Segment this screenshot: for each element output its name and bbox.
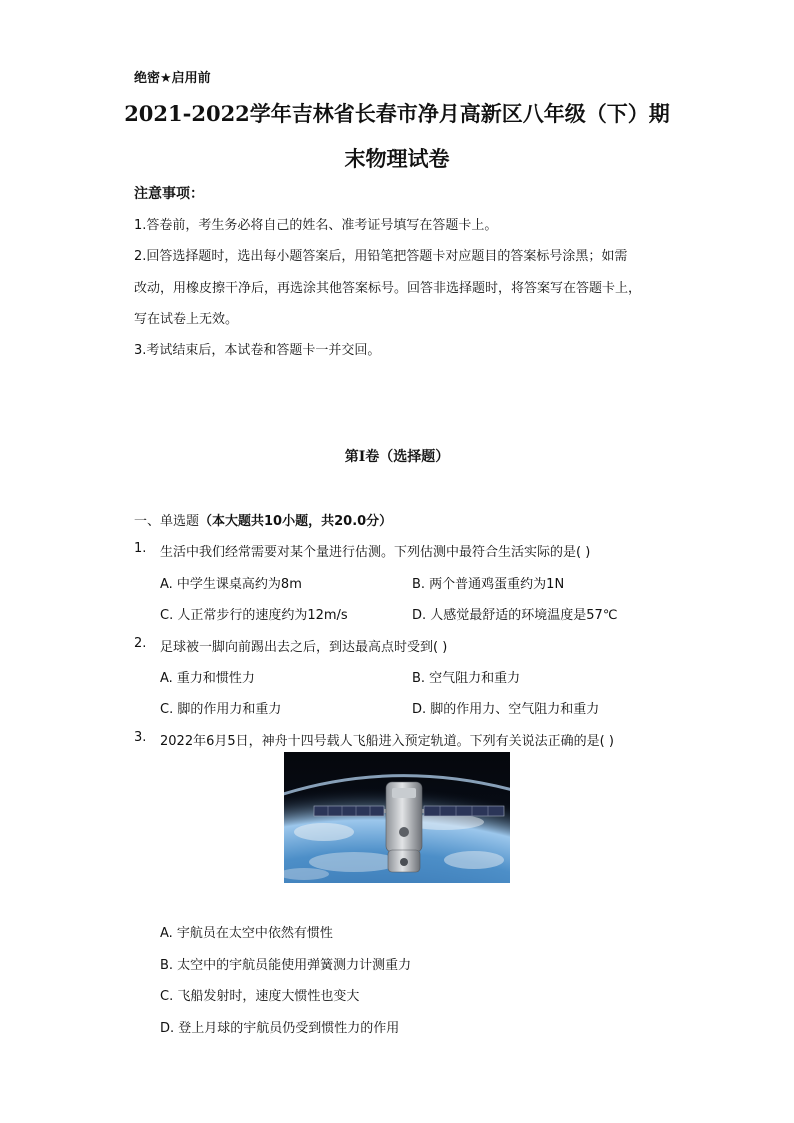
part-prefix: 一、单选题	[134, 514, 200, 529]
question-text: 生活中我们经常需要对某个量进行估测。下列估测中最符合生活实际的是( )	[160, 545, 591, 560]
question-text: 2022年6月5日，神舟十四号载人飞船进入预定轨道。下列有关说法正确的是( )	[160, 734, 614, 749]
exam-title-line1: 2021-2022学年吉林省长春市净月高新区八年级（下）期	[124, 101, 670, 126]
option-d: D. 人感觉最舒适的环境温度是57℃	[412, 608, 618, 623]
option-d: D. 登上月球的宇航员仍受到惯性力的作用	[160, 1021, 400, 1036]
option-d: D. 脚的作用力、空气阻力和重力	[412, 702, 600, 717]
option-a: A. 中学生课桌高约为8m	[160, 577, 302, 592]
question-number: 1.	[134, 541, 147, 556]
option-b: B. 两个普通鸡蛋重约为1N	[412, 577, 565, 592]
question-number: 3.	[134, 730, 147, 745]
option-c: C. 脚的作用力和重力	[160, 702, 282, 717]
question-number: 2.	[134, 636, 147, 651]
option-b: B. 空气阻力和重力	[412, 671, 521, 686]
option-c: C. 人正常步行的速度约为12m/s	[160, 608, 348, 623]
notice-line: 3.考试结束后，本试卷和答题卡一并交回。	[134, 343, 381, 358]
part-detail: （本大题共10小题，共20.0分）	[199, 514, 393, 529]
option-a: A. 宇航员在太空中依然有惯性	[160, 926, 333, 941]
question-text: 足球被一脚向前踢出去之后，到达最高点时受到( )	[160, 640, 448, 655]
option-c: C. 飞船发射时，速度大惯性也变大	[160, 989, 360, 1004]
notice-line: 2.回答选择题时，选出每小题答案后，用铅笔把答题卡对应题目的答案标号涂黑；如需	[134, 249, 628, 264]
option-b: B. 太空中的宇航员能使用弹簧测力计测重力	[160, 958, 412, 973]
notice-line: 写在试卷上无效。	[134, 312, 239, 327]
spacecraft-earth-photo	[284, 752, 510, 883]
notice-line: 改动，用橡皮擦干净后，再选涂其他答案标号。回答非选择题时，将答案写在答题卡上，	[134, 281, 642, 296]
notice-line: 1.答卷前，考生务必将自己的姓名、准考证号填写在答题卡上。	[134, 218, 498, 233]
section-title: 第I卷（选择题）	[344, 449, 450, 465]
part-heading	[134, 510, 392, 529]
notice-heading: 注意事项：	[134, 186, 204, 202]
exam-title-line2: 末物理试卷	[344, 146, 450, 171]
secret-label: 绝密★启用前	[134, 71, 211, 86]
option-a: A. 重力和惯性力	[160, 671, 255, 686]
